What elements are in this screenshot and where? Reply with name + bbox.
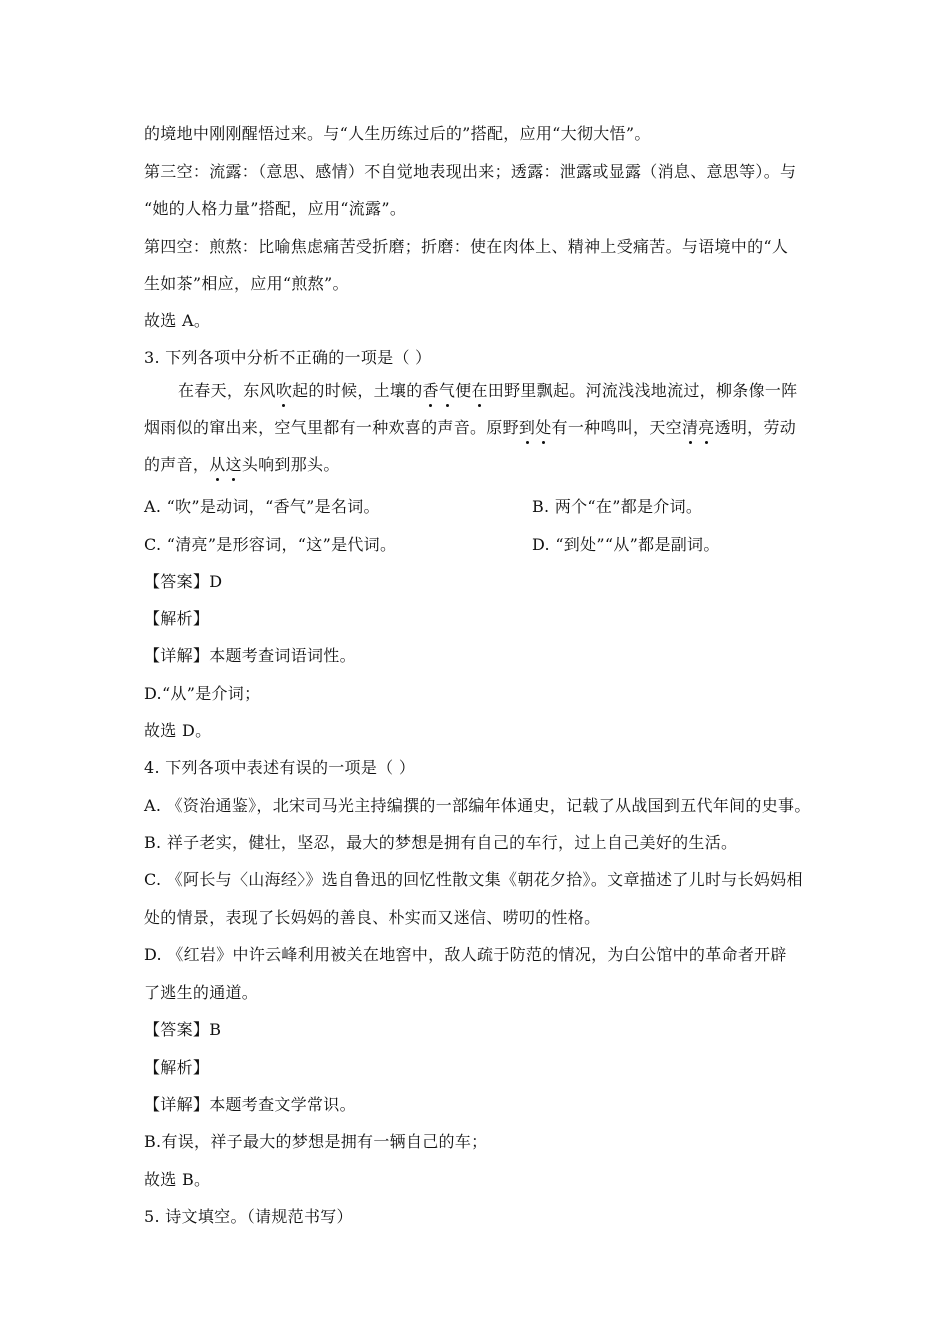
- dotted-word: 气: [438, 381, 456, 400]
- choose-line: 故选 D。: [144, 721, 212, 740]
- answer-label: 【答案】D: [144, 572, 223, 591]
- text-line: 第四空：煎熬：比喻焦虑痛苦受折磨；折磨：使在肉体上、精神上受痛苦。与语境中的“人: [144, 237, 789, 256]
- option-b: B. 祥子老实，健壮，坚忍，最大的梦想是拥有自己的车行，过上自己美好的生活。: [144, 833, 738, 852]
- question-5: 5. 诗文填空。（请规范书写）: [144, 1207, 353, 1226]
- question-3: 3. 下列各项中分析不正确的一项是（ ）: [144, 348, 432, 367]
- text-line: “她的人格力量”搭配，应用“流露”。: [144, 199, 407, 218]
- dotted-word: 这: [225, 455, 242, 474]
- text-line: 第三空：流露：（意思、感情）不自觉地表现出来；透露：泄露或显露（消息、意思等）。与: [144, 162, 797, 181]
- dotted-word: 吹: [275, 381, 293, 400]
- dotted-word: 清: [681, 418, 699, 437]
- dotted-word: 亮: [698, 418, 715, 437]
- analysis-label: 【解析】: [144, 1058, 210, 1077]
- question-4: 4. 下列各项中表述有误的一项是（ ）: [144, 758, 416, 777]
- dotted-word: 处: [535, 418, 552, 437]
- dotted-word: 从: [209, 455, 226, 474]
- dotted-word: 香: [422, 381, 439, 400]
- option-b: B. 两个“在”都是介词。: [532, 497, 703, 516]
- dotted-word: 到: [518, 418, 536, 437]
- option-a: A. 《资治通鉴》，北宋司马光主持编撰的一部编年体通史，记载了从战国到五代年间的史事。: [144, 796, 811, 815]
- option-a: A. “吹”是动词，“香气”是名词。: [144, 497, 380, 516]
- explanation-line: D.“从”是介词；: [144, 684, 261, 703]
- option-c: C. “清亮”是形容词，“这”是代词。: [144, 535, 397, 554]
- text-line: 生如茶”相应，应用“煎熬”。: [144, 274, 349, 293]
- answer-label: 【答案】B: [144, 1020, 222, 1039]
- option-d: D. “到处”“从”都是副词。: [532, 535, 720, 554]
- dotted-word: 在: [471, 381, 488, 400]
- detail-label: 【详解】本题考查文学常识。: [144, 1095, 356, 1114]
- detail-label: 【详解】本题考查词语词性。: [144, 646, 356, 665]
- passage-line: 在春天，东风吹起的时候，土壤的香气便在田野里飘起。河流浅浅地流过，柳条像一阵: [178, 381, 798, 400]
- option-c-continued: 处的情景，表现了长妈妈的善良、朴实而又迷信、唠叨的性格。: [144, 908, 601, 927]
- text-line: 故选 A。: [144, 311, 211, 330]
- passage-line: 烟雨似的窜出来，空气里都有一种欢喜的声音。原野到处有一种鸣叫，天空清亮透明，劳动: [144, 418, 797, 437]
- option-d: D. 《红岩》中许云峰利用被关在地窖中，敌人疏于防范的情况，为白公馆中的革命者开辟: [144, 945, 787, 964]
- option-d-continued: 了逃生的通道。: [144, 983, 259, 1002]
- analysis-label: 【解析】: [144, 609, 210, 628]
- text-line: 的境地中刚刚醒悟过来。与“人生历练过后的”搭配，应用“大彻大悟”。: [144, 124, 651, 143]
- passage-line: 的声音，从这头响到那头。: [144, 455, 340, 474]
- choose-line: 故选 B。: [144, 1170, 211, 1189]
- option-c: C. 《阿长与〈山海经〉》选自鲁迅的回忆性散文集《朝花夕拾》。文章描述了儿时与长妈妈相: [144, 870, 803, 889]
- explanation-line: B.有误，祥子最大的梦想是拥有一辆自己的车；: [144, 1132, 488, 1151]
